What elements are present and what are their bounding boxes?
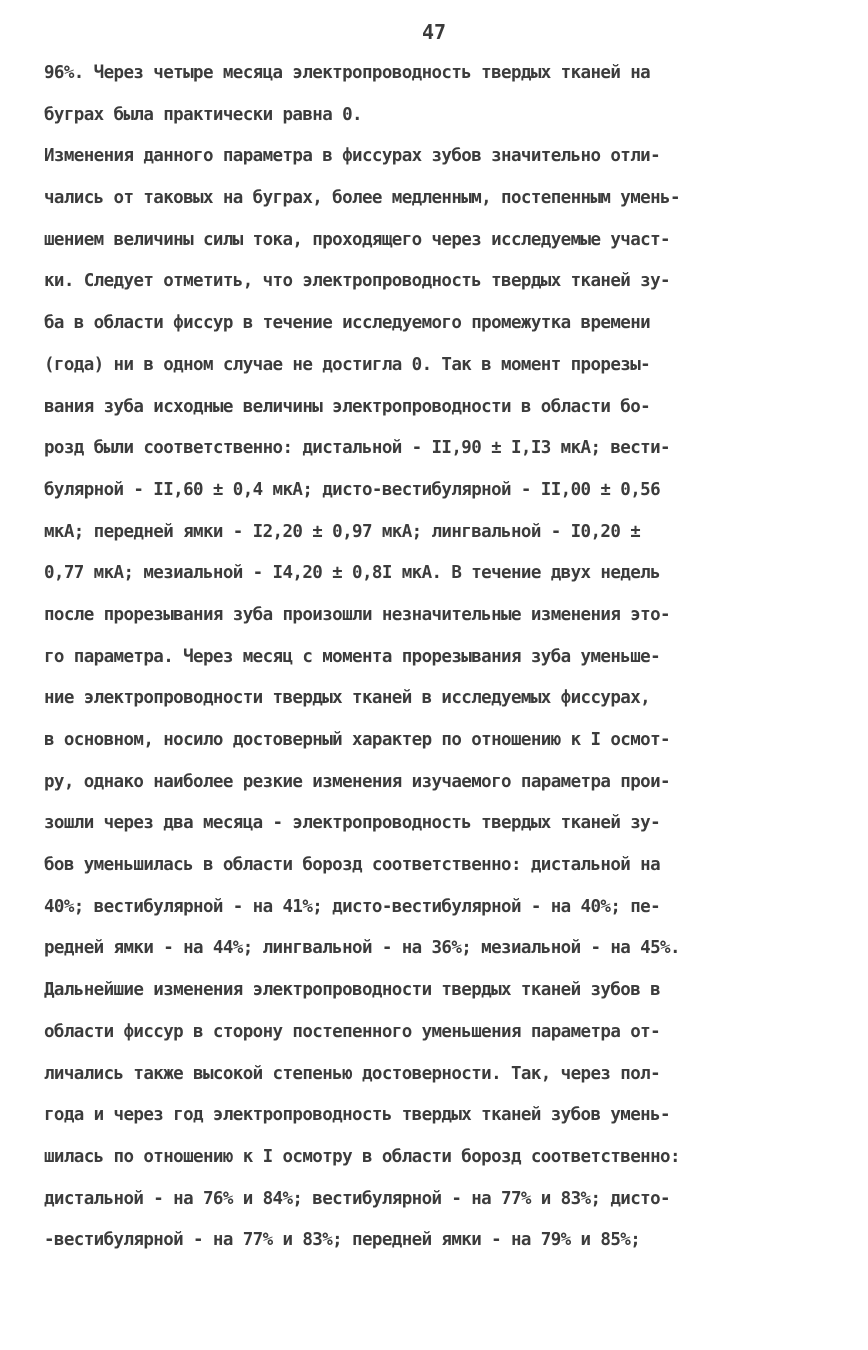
text-line: розд были соответственно: дистальной - II,90 ± I,I3 мкА; вести- — [44, 438, 670, 459]
text-line: чались от таковых на буграх, более медленным, постепенным умень- — [44, 188, 680, 209]
text-line: 40%; вестибулярной - на 41%; дисто-вестибулярной - на 40%; пе- — [44, 896, 661, 917]
text-line: зошли через два месяца - электропроводность твердых тканей зу- — [44, 813, 661, 834]
text-line: шением величины силы тока, проходящего через исследуемые участ- — [44, 229, 670, 250]
body-text — [44, 58, 844, 1267]
text-line: бов уменьшилась в области борозд соответственно: дистальной на — [44, 855, 661, 876]
text-line: личались также высокой степенью достоверности. Так, через пол- — [44, 1063, 661, 1084]
text-line: года и через год электропроводность твердых тканей зубов умень- — [44, 1105, 670, 1126]
text-line: Изменения данного параметра в фиссурах зубов значительно отли- — [44, 146, 661, 167]
text-line: в основном, носило достоверный характер по отношению к I осмот- — [44, 730, 670, 750]
text-line: области фиссур в сторону постепенного уменьшения параметра от- — [44, 1021, 661, 1042]
text-line: 0,77 мкА; мезиальной - I4,20 ± 0,8I мкА. В течение двух недель — [44, 563, 661, 584]
text-line: дистальной - на 76% и 84%; вестибулярной - на 77% и 83%; дисто- — [44, 1188, 670, 1209]
text-line: мкА; передней ямки - I2,20 ± 0,97 мкА; лингвальной - I0,20 ± — [44, 521, 641, 542]
text-line: ки. Следует отметить, что электропроводность твердых тканей зу- — [44, 271, 670, 292]
text-line: редней ямки - на 44%; лингвальной - на 36%; мезиальной - на 45%. — [44, 938, 680, 959]
text-line: (года) ни в одном случае не достигла 0. Так в момент прорезы- — [44, 354, 651, 375]
text-line: ние электропроводности твердых тканей в исследуемых фиссурах, — [44, 688, 651, 709]
text-line: го параметра. Через месяц с момента прорезывания зуба уменьше- — [44, 646, 661, 667]
text-line: ру, однако наиболее резкие изменения изучаемого параметра прои- — [44, 771, 670, 792]
text-line: Дальнейшие изменения электропроводности твердых тканей зубов в — [44, 980, 661, 1001]
text-line: шилась по отношению к I осмотру в области борозд соответственно: — [44, 1146, 680, 1167]
text-line: булярной - II,60 ± 0,4 мкА; дисто-вестибулярной - II,00 ± 0,56 — [44, 479, 661, 500]
text-line: -вестибулярной - на 77% и 83%; передней ямки - на 79% и 85%; — [44, 1230, 641, 1251]
page-number: 47 — [421, 20, 447, 44]
text-line: буграх была практически равна 0. — [44, 104, 362, 125]
text-line: ба в области фиссур в течение исследуемого промежутка времени — [44, 313, 651, 334]
text-line: после прорезывания зуба произошли незначительные изменения это- — [44, 604, 670, 625]
text-line: вания зуба исходные величины электропроводности в области бо- — [44, 396, 651, 417]
text-line: 96%. Через четыре месяца электропроводность твердых тканей на — [44, 63, 651, 83]
